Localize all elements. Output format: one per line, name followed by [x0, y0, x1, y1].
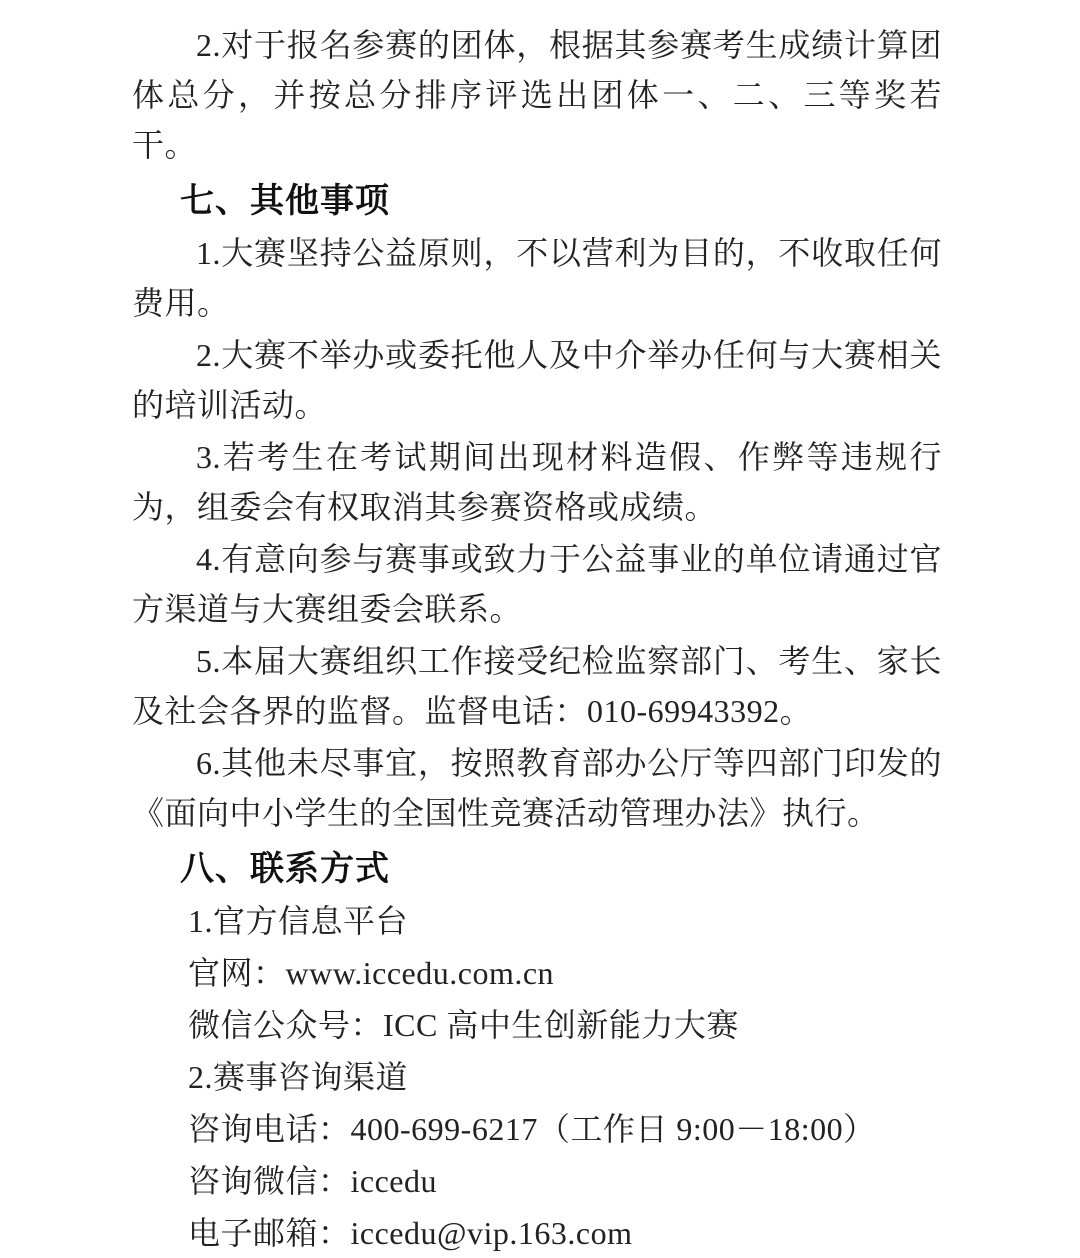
heading-other-matters: 七、其他事项 [180, 182, 390, 220]
paragraph-team-award-rule: 2.对于报名参赛的团体，根据其参赛考生成绩计算团体总分，并按总分排序评选出团体一、二、三等奖若干。 [132, 27, 942, 163]
other-matters-item-4: 4.有意向参与赛事或致力于公益事业的单位请通过官方渠道与大赛组委会联系。 [132, 541, 942, 627]
heading-contact-info: 八、联系方式 [180, 850, 390, 888]
contact-official-platform-label: 1.官方信息平台 [188, 903, 409, 939]
other-matters-item-3: 3.若考生在考试期间出现材料造假、作弊等违规行为，组委会有权取消其参赛资格或成绩。 [132, 439, 942, 525]
other-matters-item-1: 1.大赛坚持公益原则，不以营利为目的，不收取任何费用。 [132, 235, 942, 321]
other-matters-item-2: 2.大赛不举办或委托他人及中介举办任何与大赛相关的培训活动。 [132, 337, 942, 423]
contact-official-website: 官网：www.iccedu.com.cn [188, 955, 555, 991]
contact-consult-channel-label: 2.赛事咨询渠道 [188, 1059, 409, 1095]
other-matters-item-5: 5.本届大赛组织工作接受纪检监察部门、考生、家长及社会各界的监督。监督电话：010-69943392。 [132, 643, 942, 729]
contact-consult-wechat: 咨询微信：iccedu [188, 1163, 438, 1199]
contact-consult-phone: 咨询电话：400-699-6217（工作日 9:00－18:00） [188, 1111, 876, 1147]
contact-email: 电子邮箱：iccedu@vip.163.com [188, 1215, 633, 1251]
contact-wechat-official-account: 微信公众号：ICC 高中生创新能力大赛 [188, 1007, 739, 1043]
other-matters-item-6: 6.其他未尽事宜，按照教育部办公厅等四部门印发的《面向中小学生的全国性竞赛活动管理办法》执行。 [132, 745, 942, 831]
